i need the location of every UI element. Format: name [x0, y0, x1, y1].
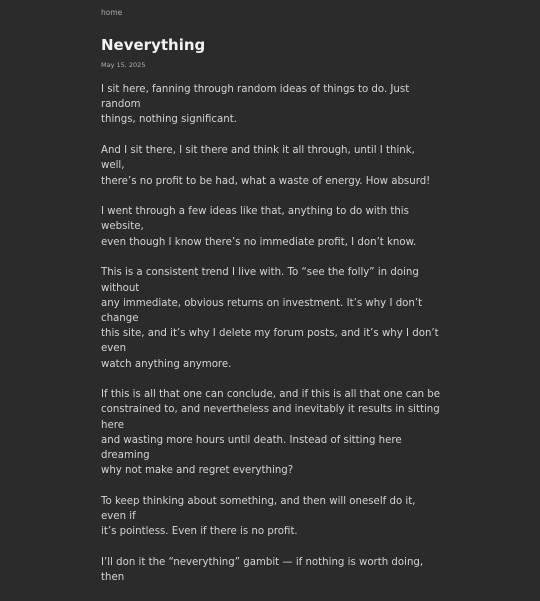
post-body [101, 82, 441, 585]
paragraph: I went through a few ideas like that, anything to do with this website, even though I know there’s no immediate profit, I don’t know. [101, 206, 417, 248]
paragraph: This is a consistent trend I live with. To “see the folly” in doing without any immediate, obvious returns on investment. It’s why I don’t change this site, and it’s why I delete my forum posts, and it’s why I don’t even watch anything anymore. [101, 267, 439, 370]
content-column [101, 0, 441, 601]
paragraph: If this is all that one can conclude, and if this is all that one can be constrained to, and nevertheless and inevitably it results in sitting here and wasting more hours until death. Instead of sitting here dreaming why not make and regret everything? [101, 389, 441, 477]
page-title: Neverything [101, 36, 206, 54]
post-date: May 15, 2025 [101, 61, 146, 69]
breadcrumb-home-link[interactable]: home [101, 8, 123, 17]
paragraph: I sit here, fanning through random ideas of things to do. Just random things, nothing significant. [101, 84, 410, 126]
paragraph: To keep thinking about something, and then will oneself do it, even if it’s pointless. Even if there is no profit. [101, 495, 416, 538]
paragraph: I’ll don it the “neverything” gambit — if nothing is worth doing, then [101, 557, 424, 584]
paragraph: And I sit there, I sit there and think it all through, until I think, well, there’s no profit to be had, what a waste of energy. How absurd! [101, 145, 431, 187]
